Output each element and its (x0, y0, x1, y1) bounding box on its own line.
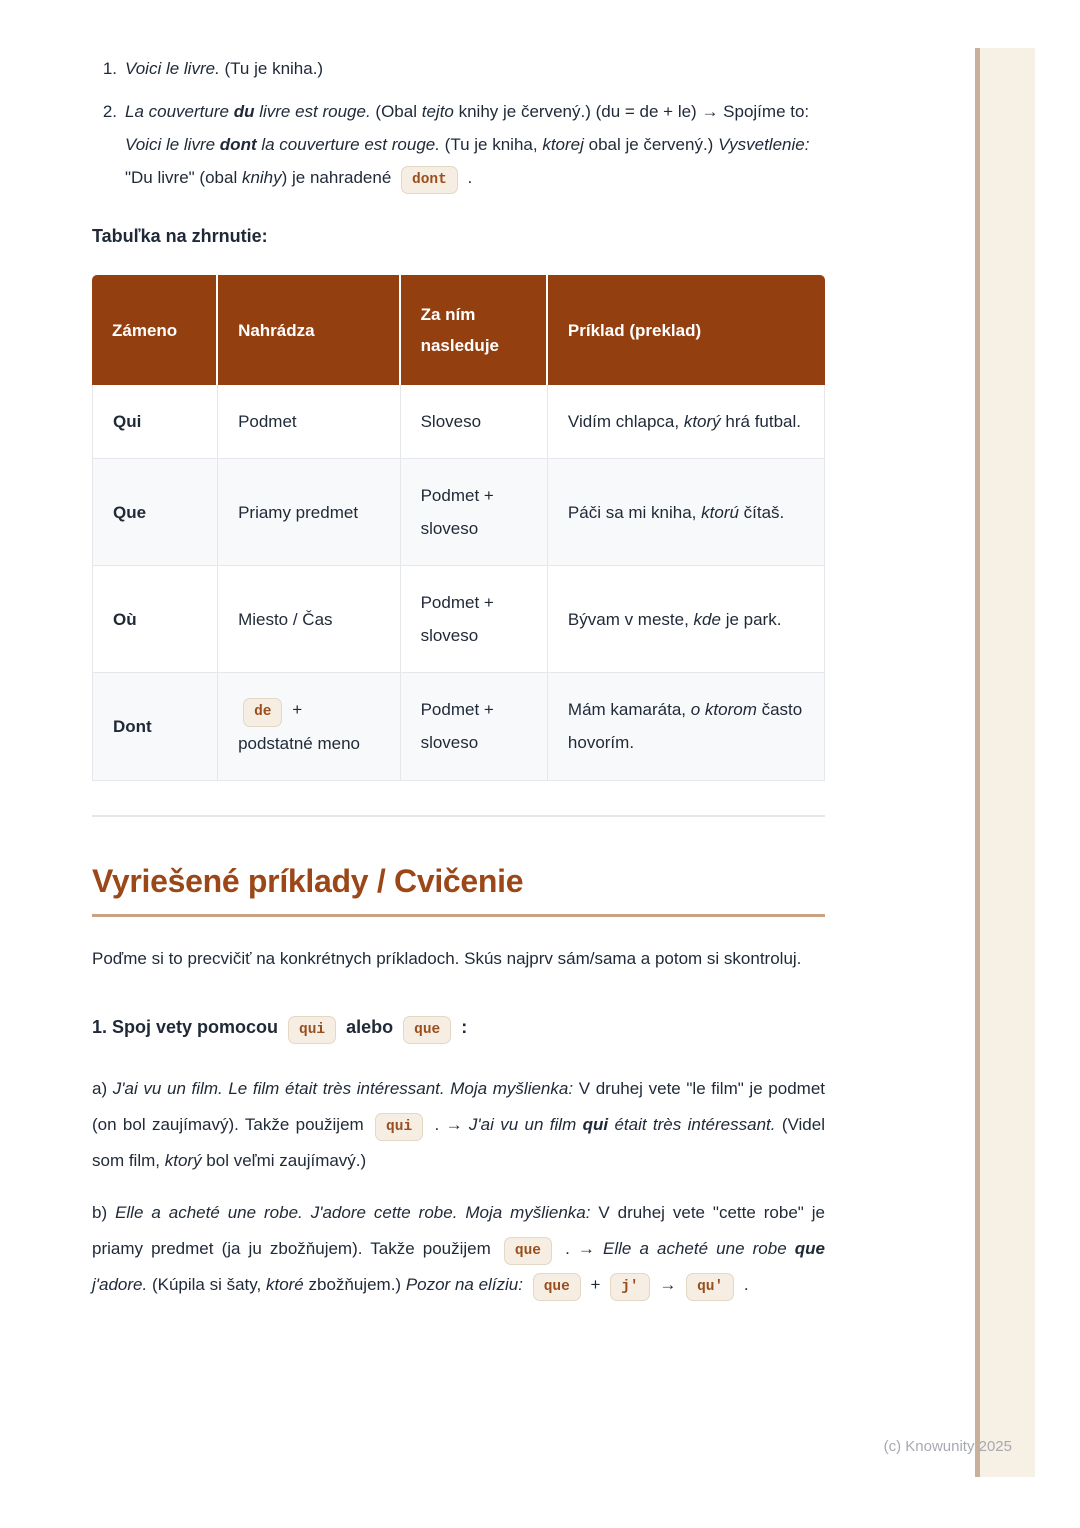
text-segment: Voici le livre (125, 135, 220, 154)
text-segment: Podmet + sloveso (420, 593, 494, 646)
table-row (92, 566, 825, 673)
text-segment: zbožňujem.) (303, 1274, 406, 1294)
text-segment: → (654, 1274, 682, 1294)
text-segment: obal je červený.) (583, 135, 719, 154)
list-number: 2. (102, 102, 117, 121)
text-segment: V druhej vete "le film" je podmet (on bol zaujímavý). Takže použijem (92, 1078, 825, 1134)
code-chip: j' (610, 1273, 649, 1301)
text-segment: 1. Spoj vety pomocou (92, 1016, 284, 1037)
text-segment: "Du livre" (obal (125, 168, 242, 187)
table-row (92, 673, 825, 780)
intro-list (92, 52, 825, 194)
table-cell (401, 385, 548, 459)
table-cell (218, 459, 401, 566)
intro-list-item (92, 52, 825, 85)
text-segment: bol veľmi zaujímavý.) (201, 1150, 367, 1170)
list-text (125, 52, 825, 85)
code-chip: de (243, 698, 282, 726)
summary-table-body (92, 385, 825, 780)
table-row (92, 385, 825, 459)
text-segment: o ktorom (690, 700, 757, 720)
table-cell (92, 385, 218, 459)
text-segment: Priamy predmet (238, 502, 359, 522)
text-segment: Elle a acheté une robe. J'adore cette robe. Moja myšlienka: (115, 1202, 591, 1222)
code-chip: qui (288, 1016, 336, 1044)
text-segment: j'adore. (92, 1274, 148, 1294)
heading-underline (92, 914, 825, 917)
text-segment: Sloveso (420, 412, 482, 432)
table-title: Tabuľka na zhrnutie: (92, 226, 268, 247)
text-segment: Qui (113, 412, 142, 432)
code-chip: que (403, 1016, 451, 1044)
code-chip: que (504, 1237, 552, 1265)
text-segment: Vysvetlenie: (718, 135, 810, 154)
column-header: Príklad (preklad) (548, 275, 825, 385)
text-segment: ktorej (542, 135, 584, 154)
table-cell (218, 385, 401, 459)
text-segment: (Videl som film, (92, 1114, 825, 1170)
exercise-intro-paragraph: Poďme si to precvičiť na konkrétnych príkladoch. Skús najprv sám/sama a potom si skontroluj. (92, 948, 802, 968)
text-segment: était très intéressant. (608, 1114, 776, 1134)
code-chip: dont (401, 166, 458, 194)
text-segment: qui (582, 1114, 609, 1134)
text-segment: Elle a acheté une robe (603, 1238, 795, 1258)
text-segment: Podmet + sloveso (420, 486, 494, 539)
text-segment: ktorý (164, 1150, 202, 1170)
table-cell (548, 385, 825, 459)
text-segment: Où (113, 609, 137, 629)
text-segment: Vidím chlapca, (567, 412, 684, 432)
section-heading: Vyriešené príklady / Cvičenie (92, 862, 524, 899)
text-segment: La couverture (125, 102, 234, 121)
text-segment: (Tu je kniha.) (219, 59, 324, 78)
copyright-note: (c) Knowunity 2025 (883, 1438, 1012, 1455)
table-cell (548, 673, 825, 780)
text-segment: ) je nahradené (281, 168, 397, 187)
text-segment: . → (557, 1238, 604, 1258)
page-edge-decoration (975, 48, 1035, 1477)
exercise-item-b (92, 1195, 825, 1303)
list-number: 1. (102, 59, 117, 78)
exercise-item-a (92, 1071, 825, 1179)
text-segment: a) (92, 1078, 113, 1098)
text-segment: Podmet + sloveso (420, 700, 494, 753)
text-segment: Páči sa mi kniha, (567, 502, 702, 522)
column-header: Za ním nasleduje (401, 275, 548, 385)
document-content (92, 52, 825, 1303)
table-cell (548, 566, 825, 673)
table-cell (92, 673, 218, 780)
table-cell (218, 673, 401, 780)
table-cell (401, 459, 548, 566)
text-segment: livre est rouge. (254, 102, 371, 121)
table-cell (218, 566, 401, 673)
text-segment: . → (428, 1114, 469, 1134)
code-chip: qui (375, 1113, 423, 1141)
text-segment: ktorý (683, 412, 721, 432)
header-row (92, 275, 825, 385)
text-segment: Mám kamaráta, (567, 700, 691, 720)
text-segment: (Tu je kniha, (439, 135, 543, 154)
text-segment: alebo (341, 1016, 399, 1037)
text-segment: ktoré (265, 1274, 304, 1294)
text-segment: (Kúpila si šaty, (147, 1274, 266, 1294)
text-segment: hrá futbal. (720, 412, 801, 432)
table-cell (92, 566, 218, 673)
text-segment: je park. (720, 609, 782, 629)
column-header: Nahrádza (218, 275, 401, 385)
text-segment: často hovorím. (567, 700, 803, 753)
table-row (92, 459, 825, 566)
task1-heading (92, 1007, 825, 1047)
text-segment: Voici le livre. (125, 59, 220, 78)
table-cell (92, 459, 218, 566)
text-segment: . (739, 1274, 749, 1294)
text-segment: que (794, 1238, 825, 1258)
column-header: Zámeno (92, 275, 218, 385)
table-cell (401, 673, 548, 780)
summary-table (92, 275, 825, 780)
text-segment: b) (92, 1202, 116, 1222)
text-segment: knihy (241, 168, 282, 187)
text-segment: la couverture est rouge. (256, 135, 440, 154)
text-segment: Que (113, 502, 147, 522)
text-segment: Dont (113, 716, 152, 736)
text-segment: dont (219, 135, 257, 154)
text-segment: du (233, 102, 255, 121)
text-segment: čítaš. (738, 502, 785, 522)
code-chip: qu' (686, 1273, 734, 1301)
text-segment: . (462, 168, 473, 187)
table-cell (548, 459, 825, 566)
text-segment: tejto (421, 102, 454, 121)
summary-table-head (92, 275, 825, 385)
list-text (125, 95, 825, 194)
text-segment: + (585, 1274, 606, 1294)
text-segment: + podstatné meno (238, 700, 360, 753)
text-segment: V druhej vete "cette robe" je priamy predmet (ja ju zbožňujem). Takže použijem (92, 1202, 825, 1258)
text-segment: J'ai vu un film (468, 1114, 583, 1134)
table-cell (401, 566, 548, 673)
text-segment: : (456, 1016, 468, 1037)
section-divider (92, 815, 825, 817)
intro-list-item (92, 95, 825, 194)
text-segment: Podmet (238, 412, 297, 432)
text-segment: knihy je červený.) (du = de + le) → Spojíme to: (453, 102, 810, 121)
text-segment: Bývam v meste, (567, 609, 694, 629)
text-segment: Miesto / Čas (238, 609, 333, 629)
code-chip: que (533, 1273, 581, 1301)
text-segment: ktorú (701, 502, 739, 522)
text-segment: Pozor na elíziu: (405, 1274, 528, 1294)
text-segment: (Obal (370, 102, 422, 121)
text-segment: J'ai vu un film. Le film était très intéressant. Moja myšlienka: (112, 1078, 574, 1098)
text-segment: kde (693, 609, 721, 629)
